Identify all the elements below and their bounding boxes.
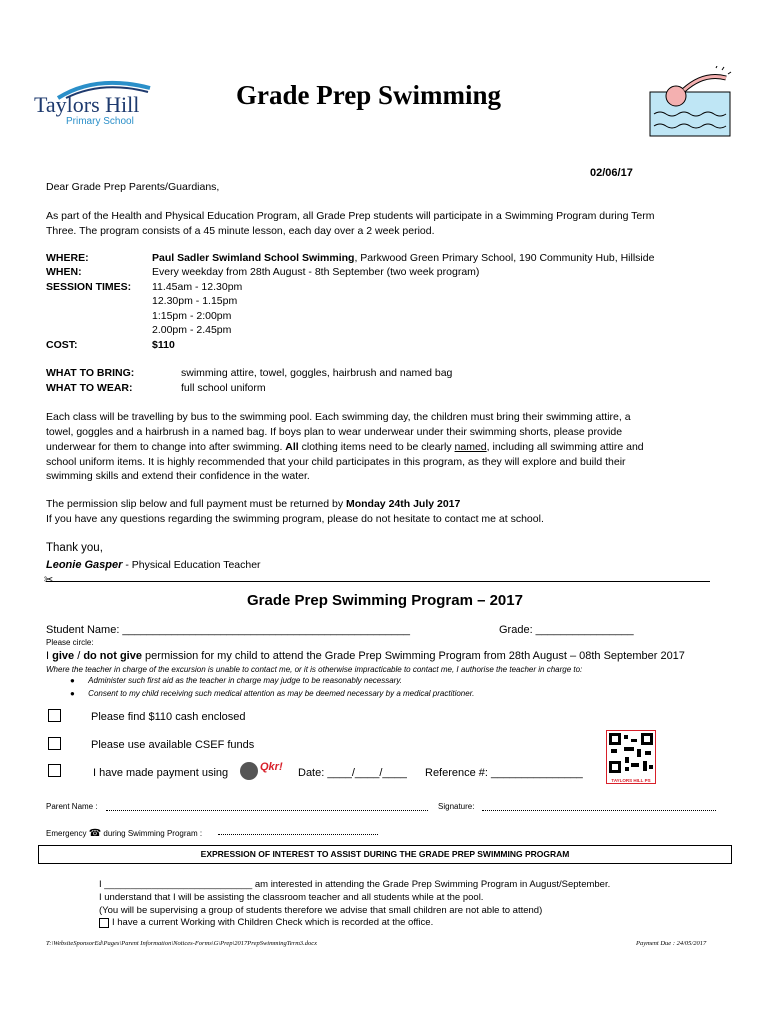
eoi-heading-box: EXPRESSION OF INTEREST TO ASSIST DURING THE GRADE PREP SWIMMING PROGRAM [38, 845, 732, 864]
signature-label: Signature: [438, 802, 475, 811]
footer-path: T:\WebsiteSponsorEd\Pages\Parent Information\Notices-Forms\G\Prep\2017PrepSwimmingTerm3.docx [46, 940, 318, 947]
qr-code [606, 730, 656, 784]
eoi-line: (You will be supervising a group of students therefore we advise that small children are not able to attend) [99, 905, 543, 916]
eoi-line: I understand that I will be assisting the classroom teacher and all students while at the pool. [99, 892, 484, 903]
questions-line: If you have any questions regarding the swimming program, please do not hesitate to contact me at school. [46, 513, 544, 525]
qkr-checkbox[interactable] [48, 764, 61, 777]
where-label: WHERE: [46, 252, 89, 264]
body-line: swimming skills and extend their confidence in the water. [46, 470, 310, 482]
scissors-icon: ✂ [44, 574, 54, 586]
session-label: SESSION TIMES: [46, 281, 132, 293]
parent-name-input[interactable] [106, 810, 428, 811]
please-circle: Please circle: [46, 638, 94, 647]
qr-caption: TAYLORS HILL PS [611, 778, 651, 783]
authorise-text: Where the teacher in charge of the excursion is unable to contact me, or it is otherwise impracticable to contact me, I authorise the teacher in charge to: [46, 665, 583, 674]
phone-icon: ☎ [88, 828, 102, 839]
signature-input[interactable] [482, 810, 716, 811]
body-line: towel, goggles and a hairbrush in a named bag. If boys plan to wear underwear under their swimming shorts, please provide [46, 426, 623, 438]
intro-line-1: As part of the Health and Physical Education Program, all Grade Prep students will participate in a Swimming Program during Term [46, 210, 655, 222]
body-line: school uniform items. It is highly recommended that your child participates in this program, as they will explore and build their [46, 456, 626, 468]
cash-checkbox[interactable] [48, 709, 61, 722]
body-line: underwear for them to change into after swimming. All clothing items need to be clearly named, including all swimming attire and [46, 441, 644, 453]
bullet-item: ● Consent to my child receiving such medical attention as may be deemed necessary by a medical practitioner. [70, 689, 475, 698]
payment-date-field[interactable]: Date: ____/____/____ [298, 767, 407, 779]
where-value: Paul Sadler Swimland School Swimming, Parkwood Green Primary School, 190 Community Hub, Hillside [152, 252, 655, 264]
swimmer-icon [646, 66, 736, 140]
intro-line-2: Three. The program consists of a 45 minute lesson, each day over a 2 week period. [46, 225, 435, 237]
logo-sub: Primary School [66, 116, 134, 127]
wear-value: full school uniform [181, 382, 266, 394]
logo-name: Taylors Hill [34, 92, 140, 117]
csef-checkbox[interactable] [48, 737, 61, 750]
emergency-label: Emergency ☎ during Swimming Program : [46, 828, 203, 839]
parent-name-label: Parent Name : [46, 802, 98, 811]
session-time: 1:15pm - 2:00pm [152, 310, 232, 322]
session-time: 2.00pm - 2.45pm [152, 324, 232, 336]
wwcc-checkbox[interactable] [99, 918, 109, 928]
when-value: Every weekday from 28th August - 8th September (two week program) [152, 266, 480, 278]
cut-line [46, 581, 710, 582]
body-line: Each class will be travelling by bus to the swimming pool. Each swimming day, the children must bring their swimming attire, a [46, 411, 631, 423]
emergency-phone-input[interactable] [218, 834, 378, 835]
permission-deadline: The permission slip below and full payment must be returned by Monday 24th July 2017 [46, 498, 461, 510]
grade-field[interactable]: Grade: ________________ [499, 624, 634, 636]
wear-label: WHAT TO WEAR: [46, 382, 133, 394]
qr-code-icon [609, 733, 653, 773]
session-time: 11.45am - 12.30pm [152, 281, 243, 293]
letter-date: 02/06/17 [590, 167, 633, 179]
slip-title: Grade Prep Swimming Program – 2017 [247, 592, 523, 609]
reference-field[interactable]: Reference #: _______________ [425, 767, 583, 779]
cost-value: $110 [152, 339, 175, 351]
eoi-name-line[interactable]: I ____________________________ am interested in attending the Grade Prep Swimming Program in August/September. [99, 879, 611, 890]
qkr-logo-text: Qkr! [260, 761, 283, 773]
bullet-item: ● Administer such first aid as the teacher in charge may judge to be reasonably necessary. [70, 676, 402, 685]
bring-label: WHAT TO BRING: [46, 367, 135, 379]
greeting: Dear Grade Prep Parents/Guardians, [46, 181, 220, 193]
eoi-wwcc-line: I have a current Working with Children Check which is recorded at the office. [112, 917, 434, 928]
qkr-option: I have made payment using [93, 767, 229, 779]
cash-option: Please find $110 cash enclosed [91, 711, 246, 723]
session-time: 12.30pm - 1.15pm [152, 295, 238, 307]
teacher-signature: Leonie Gasper - Physical Education Teacher [46, 559, 261, 571]
thanks: Thank you, [46, 542, 103, 554]
page-title: Grade Prep Swimming [236, 80, 501, 110]
payment-due: Payment Due : 24/05/2017 [636, 940, 707, 947]
when-label: WHEN: [46, 266, 82, 278]
permission-choice[interactable]: I give / do not give permission for my child to attend the Grade Prep Swimming Program from 28th August – 08th September 2017 [46, 650, 685, 662]
student-name-field[interactable]: Student Name: _______________________________________________ [46, 624, 410, 636]
cost-label: COST: [46, 339, 78, 351]
qkr-logo-icon [240, 762, 258, 780]
bring-value: swimming attire, towel, goggles, hairbrush and named bag [181, 367, 453, 379]
csef-option: Please use available CSEF funds [91, 739, 255, 751]
